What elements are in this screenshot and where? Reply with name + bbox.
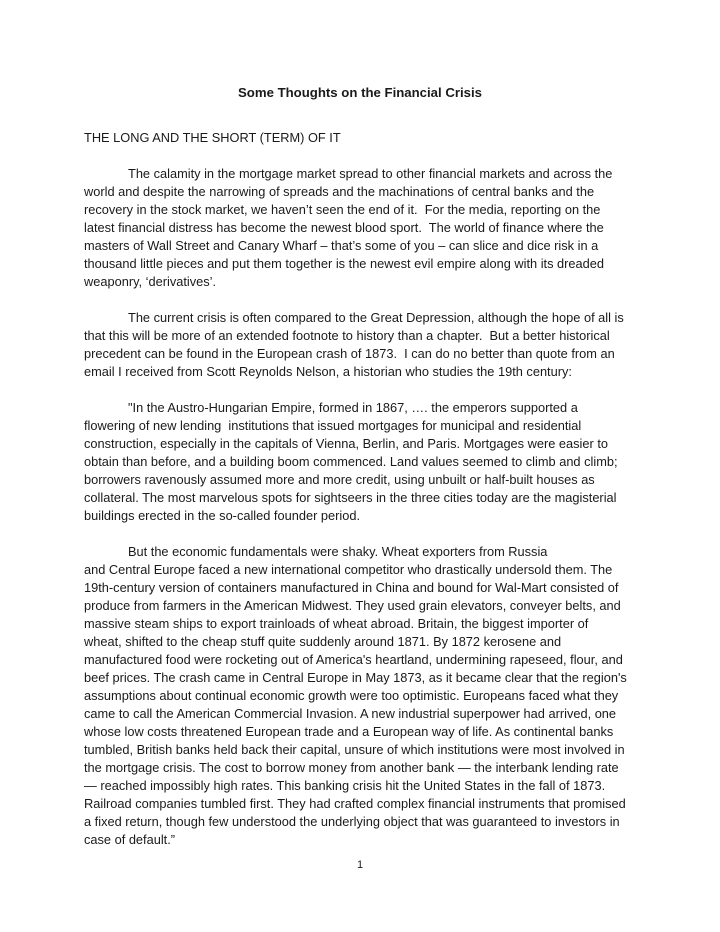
- text-line: email I received from Scott Reynolds Nelson, a historian who studies the 19th century:: [84, 364, 572, 379]
- text-line: whose low costs threatened European trade and a European way of life. As continental banks: [84, 724, 614, 739]
- paragraph-1: [84, 165, 644, 291]
- text-line: masters of Wall Street and Canary Wharf – that’s some of you – can slice and dice risk in a: [84, 238, 599, 253]
- text-line: the mortgage crisis. The cost to borrow money from another bank — the interbank lending rate: [84, 760, 619, 775]
- text-line: flowering of new lending institutions that issued mortgages for municipal and residential: [84, 418, 582, 433]
- paragraph-2: [84, 309, 644, 381]
- text-line: wheat, shifted to the cheap stuff quite suddenly around 1871. By 1872 kerosene and: [84, 634, 562, 649]
- text-line: massive steam ships to export trainloads of wheat abroad. Britain, the biggest importer of: [84, 616, 589, 631]
- text-line: that this will be more of an extended footnote to history than a chapter. But a better historical: [84, 328, 610, 343]
- text-line: construction, especially in the capitals of Vienna, Berlin, and Paris. Mortgages were easier to: [84, 436, 609, 451]
- text-line: world and despite the narrowing of spreads and the machinations of central banks and the: [84, 184, 595, 199]
- text-line: The current crisis is often compared to the Great Depression, although the hope of all is: [128, 310, 624, 325]
- text-line: case of default.”: [84, 832, 176, 847]
- text-line: precedent can be found in the European crash of 1873. I can do no better than quote from an: [84, 346, 615, 361]
- text-line: tumbled, British banks held back their capital, unsure of which institutions were most involved in: [84, 742, 625, 757]
- paragraph-4-quote: [84, 543, 644, 849]
- text-line: produce from farmers in the American Midwest. They used grain elevators, conveyer belts, and: [84, 598, 621, 613]
- text-line: and Central Europe faced a new international competitor who drastically undersold them. The: [84, 562, 613, 577]
- text-line: recovery in the stock market, we haven’t seen the end of it. For the media, reporting on the: [84, 202, 601, 217]
- text-line: buildings erected in the so-called founder period.: [84, 508, 361, 523]
- text-line: The calamity in the mortgage market spread to other financial markets and across the: [128, 166, 613, 181]
- section-heading: THE LONG AND THE SHORT (TERM) OF IT: [84, 130, 341, 145]
- text-line: Railroad companies tumbled first. They had crafted complex financial instruments that promised: [84, 796, 626, 811]
- text-line: thousand little pieces and put them together is the newest evil empire along with its dreaded: [84, 256, 605, 271]
- text-line: But the economic fundamentals were shaky. Wheat exporters from Russia: [128, 544, 548, 559]
- document-title: Some Thoughts on the Financial Crisis: [238, 85, 482, 100]
- text-line: — reached impossibly high rates. This banking crisis hit the United States in the fall of 1873.: [84, 778, 606, 793]
- text-line: came to call the American Commercial Invasion. A new industrial superpower had arrived, one: [84, 706, 617, 721]
- text-line: collateral. The most marvelous spots for sightseers in the three cities today are the magisterial: [84, 490, 617, 505]
- paragraph-3-quote: [84, 399, 644, 525]
- text-line: weaponry, ‘derivatives’.: [84, 274, 217, 289]
- text-line: "In the Austro-Hungarian Empire, formed in 1867, …. the emperors supported a: [128, 400, 578, 415]
- text-line: obtain than before, and a building boom commenced. Land values seemed to climb and climb;: [84, 454, 618, 469]
- text-line: borrowers ravenously assumed more and more credit, using unbuilt or half-built houses as: [84, 472, 595, 487]
- text-line: assumptions about continual economic growth were too optimistic. Europeans faced what they: [84, 688, 619, 703]
- text-line: 19th-century version of containers manufactured in China and bound for Wal-Mart consisted of: [84, 580, 619, 595]
- text-line: beef prices. The crash came in Central Europe in May 1873, as it became clear that the region's: [84, 670, 627, 685]
- page-number: 1: [356, 859, 364, 871]
- text-line: latest financial distress has become the newest blood sport. The world of finance where the: [84, 220, 604, 235]
- text-line: manufactured food were rocketing out of America's heartland, undermining rapeseed, flour, and: [84, 652, 623, 667]
- text-line: a fixed return, though few understood the underlying object that was guaranteed to investors in: [84, 814, 620, 829]
